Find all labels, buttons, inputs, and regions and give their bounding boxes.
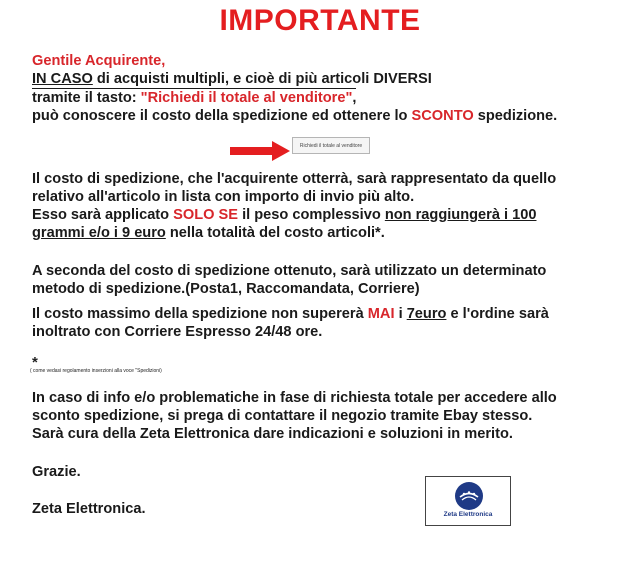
- shipping-line-4: [32, 224, 385, 242]
- shipping-line-2: relativo all'articolo in lista con importo di invio più alto.: [32, 189, 415, 205]
- logo-text: Zeta Elettronica: [443, 511, 493, 518]
- tramite-text: tramite il tasto:: [32, 90, 141, 106]
- request-total-button[interactable]: Richiedi il totale al venditore: [292, 137, 370, 154]
- intro-line-1: [32, 70, 432, 88]
- seven-euro-text: 7euro: [406, 306, 447, 322]
- max-cost-e: e l'ordine sarà: [446, 306, 549, 322]
- footnote: [30, 354, 162, 375]
- grams-euro-text: grammi e/o i 9 euro: [32, 225, 166, 241]
- shipping-line-3-a: Esso sarà applicato: [32, 207, 174, 223]
- max-cost-line-2: inoltrato con Corriere Espresso 24/48 ore.: [32, 324, 323, 340]
- shipping-line-3: [32, 206, 536, 224]
- max-cost-a: Il costo massimo della spedizione non supererà: [32, 306, 368, 322]
- greeting: Gentile Acquirente,: [32, 53, 166, 69]
- shipping-line-3-c: il peso complessivo: [238, 207, 385, 223]
- button-name-quote: "Richiedi il totale al venditore": [140, 90, 353, 106]
- sconto-text: SCONTO: [411, 108, 474, 124]
- arrow-right-icon: [230, 141, 290, 161]
- comma: ,: [352, 90, 357, 106]
- max-cost-c: i: [394, 306, 407, 322]
- signature-text: Zeta Elettronica.: [32, 501, 146, 517]
- contact-line-3: Sarà cura della Zeta Elettronica dare indicazioni e soluzioni in merito.: [32, 426, 513, 442]
- weight-limit-text: non raggiungerà i 100: [384, 207, 537, 223]
- logo-circle-icon: [455, 482, 483, 510]
- contact-line-1: In caso di info e/o problematiche in fase di richiesta totale per accedere allo: [32, 390, 557, 406]
- in-caso-text: IN CASO: [32, 71, 93, 87]
- intro-line-1-rest: di acquisti multipli, e cioè di più articoli DIVERSI: [92, 71, 432, 87]
- intro-line-3-c: spedizione.: [473, 108, 558, 124]
- solo-se-text: SOLO SE: [173, 207, 239, 223]
- shipping-line-1: Il costo di spedizione, che l'acquirente otterrà, sarà rappresentato da quello: [32, 171, 557, 187]
- mai-text: MAI: [367, 306, 395, 322]
- zeta-elettronica-logo: [425, 476, 511, 526]
- thanks-text: Grazie.: [32, 464, 81, 480]
- intro-line-2: [32, 88, 356, 107]
- intro-line-3-a: può conoscere il costo della spedizione ed ottenere lo: [32, 108, 412, 124]
- contact-line-2: sconto spedizione, si prega di contattare il negozio tramite Ebay stesso.: [32, 408, 533, 424]
- max-cost-line-1: [32, 305, 549, 323]
- footnote-text: ( come vedasi regolamento inserzioni alla voce "Spedizioni): [30, 368, 162, 374]
- method-line-2: metodo di spedizione.(Posta1, Raccomandata, Corriere): [32, 281, 420, 297]
- method-line-1: A seconda del costo di spedizione ottenuto, sarà utilizzato un determinato: [32, 263, 547, 279]
- intro-line-3: [32, 107, 557, 125]
- footnote-star: *: [32, 354, 38, 371]
- page-title: IMPORTANTE: [219, 4, 421, 37]
- shipping-line-4-b: nella totalità del costo articoli*.: [165, 225, 385, 241]
